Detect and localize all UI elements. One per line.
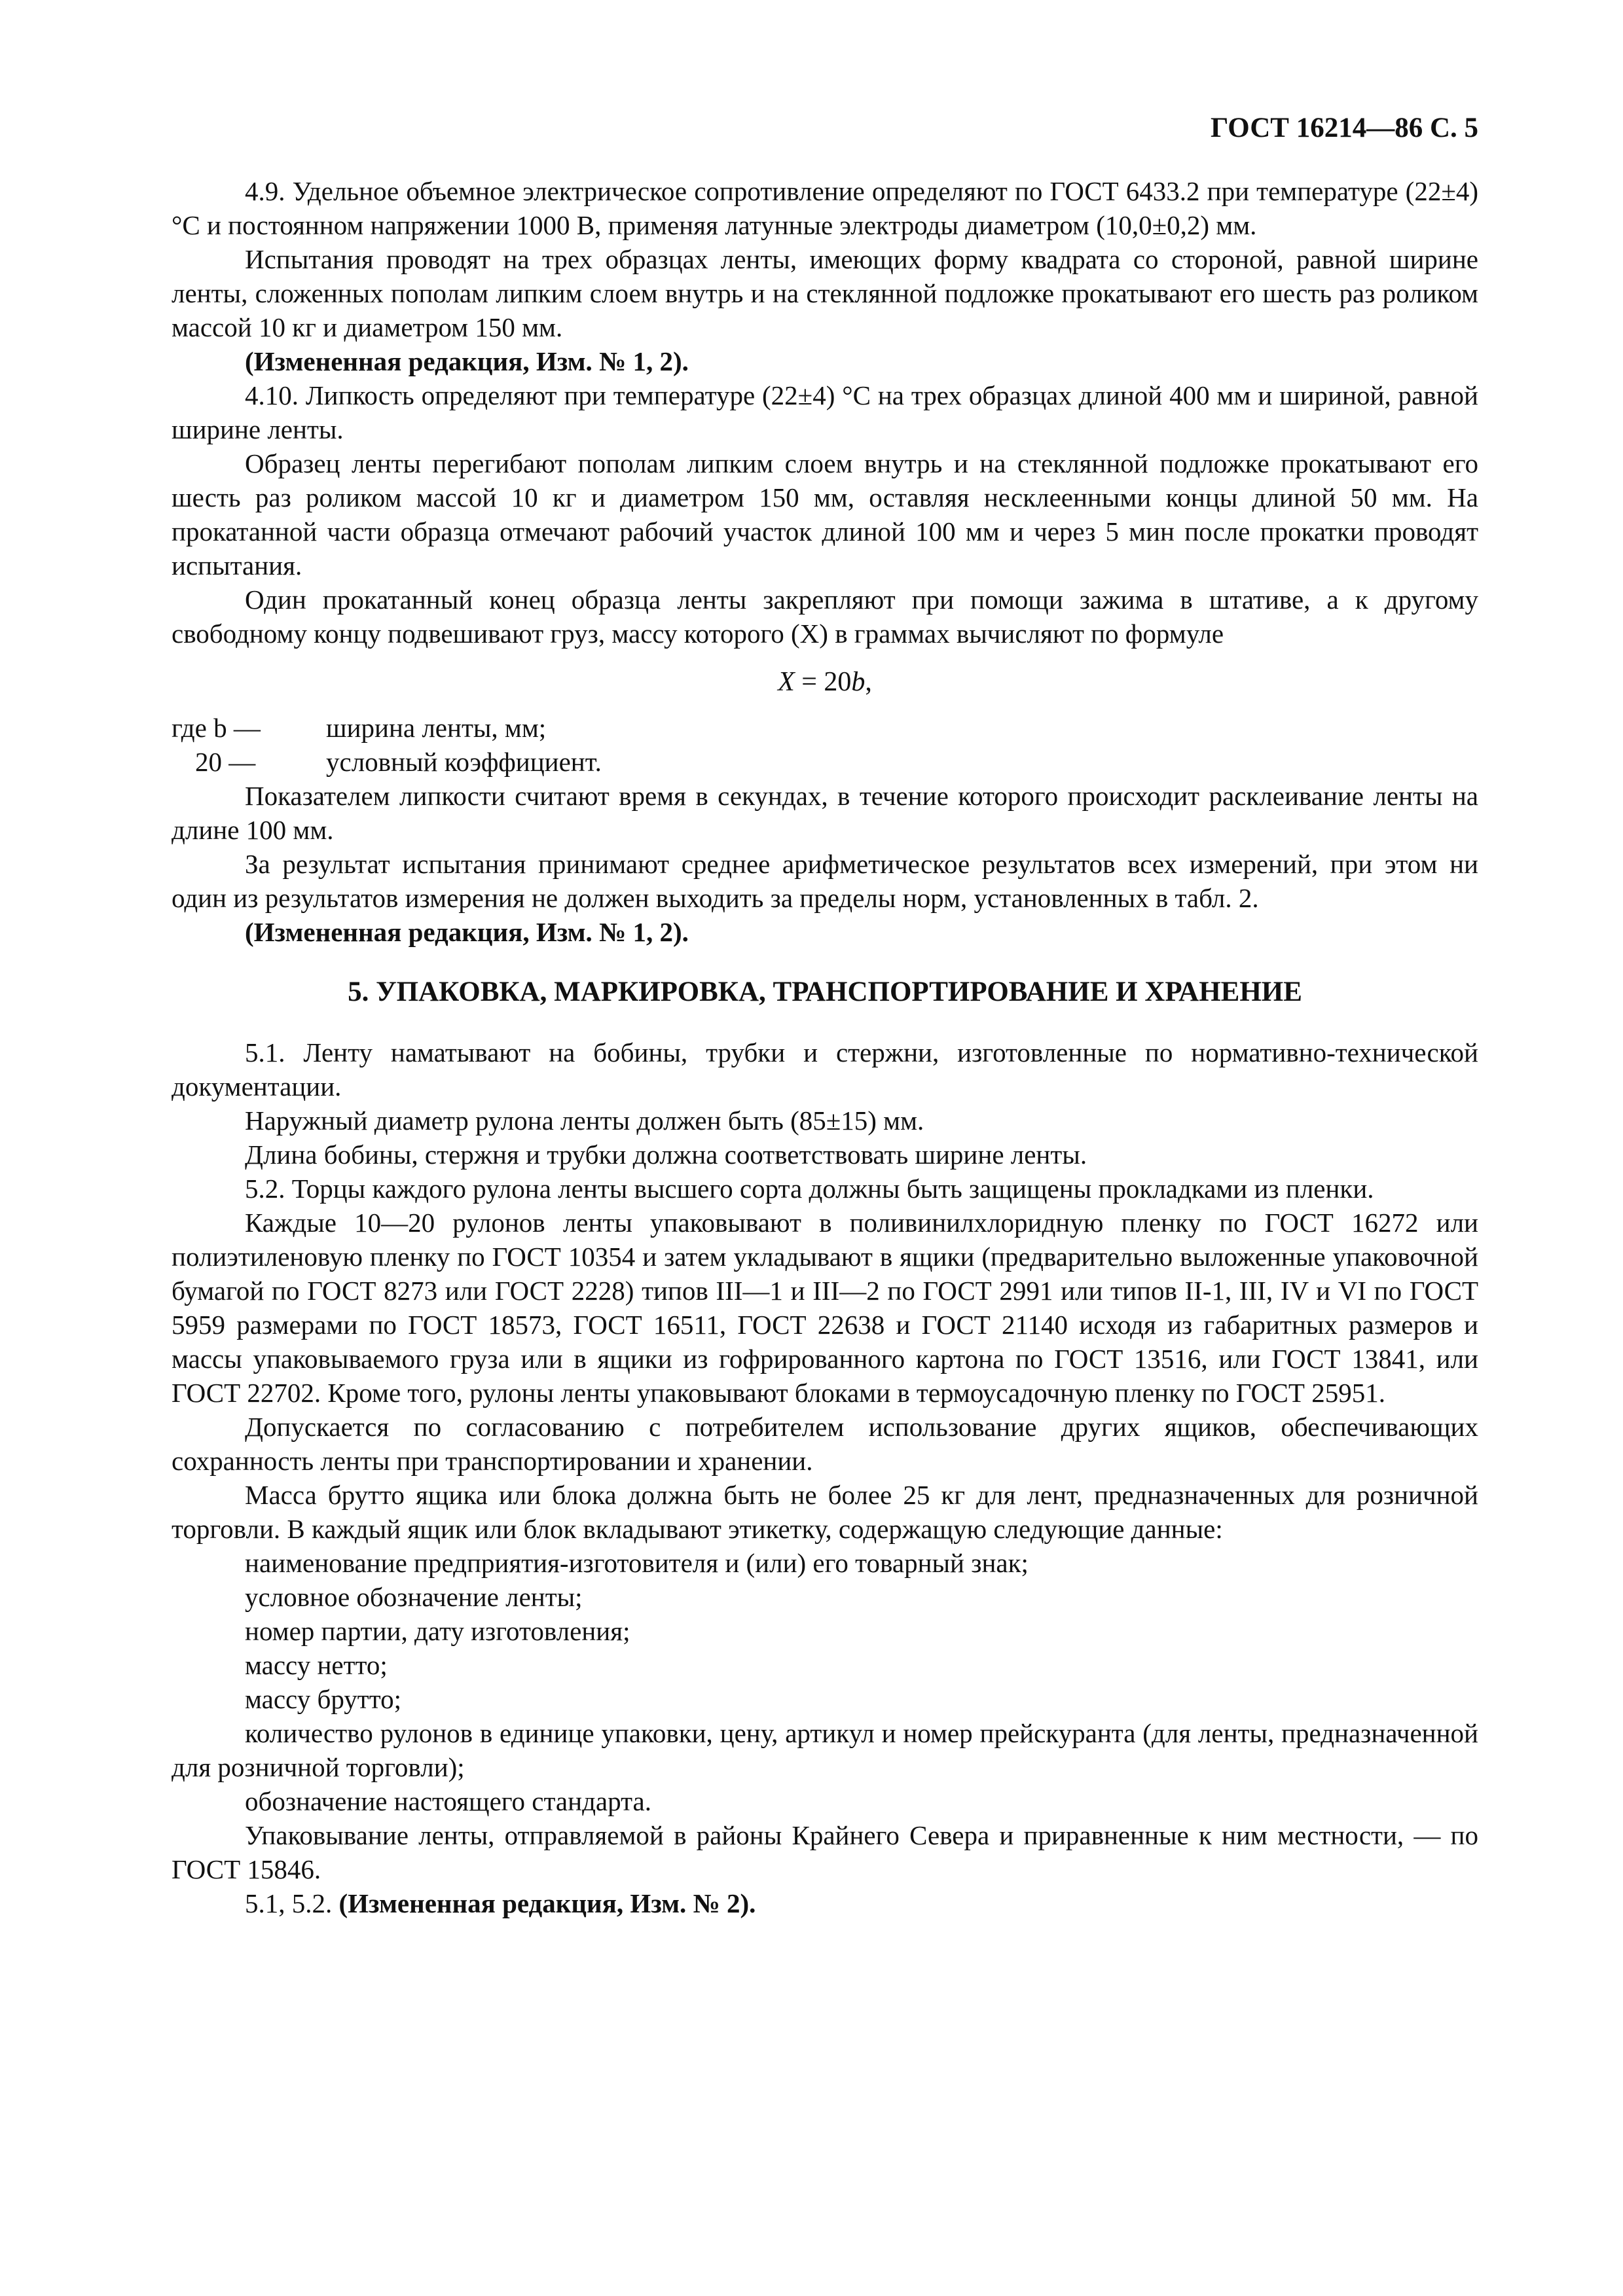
label-list-item: массу брутто; — [245, 1684, 401, 1714]
amendment-note-4-9: (Измененная редакция, Изм. № 1, 2). — [245, 346, 689, 376]
where-term-20: 20 — — [195, 747, 256, 777]
where-term-b: где b — — [172, 713, 261, 743]
amendment-text: (Измененная редакция, Изм. № 2). — [338, 1888, 756, 1918]
paragraph-allowed-boxes: Допускается по согласованию с потребителем использование других ящиков, обеспечивающих сохранность ленты при транспортировании и хранении. — [172, 1412, 1478, 1476]
where-row-20 — [172, 745, 1478, 779]
paragraph-5-2: 5.2. Торцы каждого рулона ленты высшего сорта должны быть защищены прокладками из пленки. — [245, 1174, 1374, 1204]
paragraph-test-result: За результат испытания принимают среднее арифметическое результатов всех измерений, при этом ни один из результатов измерения не должен выходить за пределы норм, установленных в табл. 2. — [172, 849, 1478, 913]
formula-variable-b: b — [851, 667, 866, 697]
formula — [172, 665, 1478, 699]
amendment-prefix: 5.1, 5.2. — [245, 1888, 339, 1918]
label-list-item: наименование предприятия-изготовителя и (или) его товарный знак; — [245, 1548, 1029, 1578]
where-def-20: условный коэффициент. — [326, 747, 602, 777]
label-list-item: номер партии, дату изготовления; — [245, 1616, 630, 1646]
paragraph-4-9-tests: Испытания проводят на трех образцах ленты, имеющих форму квадрата со стороной, равной ширине ленты, сложенных пополам липким слоем внутрь и на стеклянной подложке прокатывают его шесть раз роликом массой 10 кг и диаметром 150 мм. — [172, 244, 1478, 342]
label-list-item: условное обозначение ленты; — [245, 1582, 583, 1612]
label-list-item: массу нетто; — [245, 1650, 388, 1680]
label-list-item: количество рулонов в единице упаковки, цену, артикул и номер прейскуранта (для ленты, предназначенной для розничной торговли); — [172, 1718, 1478, 1782]
paragraph-4-10-load: Один прокатанный конец образца ленты закрепляют при помощи зажима в штативе, а к другому свободному концу подвешивают груз, массу которого (X) в граммах вычисляют по формуле — [172, 584, 1478, 649]
paragraph-outer-diameter: Наружный диаметр рулона ленты должен быть (85±15) мм. — [245, 1105, 924, 1136]
paragraph-5-1: 5.1. Ленту наматывают на бобины, трубки и стержни, изготовленные по нормативно-технической документации. — [172, 1037, 1478, 1102]
paragraph-bobbin-length: Длина бобины, стержня и трубки должна соответствовать ширине ленты. — [245, 1139, 1087, 1170]
running-head: ГОСТ 16214—86 С. 5 — [1210, 113, 1478, 143]
formula-equals: = 20 — [794, 667, 852, 697]
paragraph-far-north: Упаковывание ленты, отправляемой в районы Крайнего Севера и приравненные к ним местности, — по ГОСТ 15846. — [172, 1820, 1478, 1884]
paragraph-tack-indicator: Показателем липкости считают время в секундах, в течение которого происходит расклеивание ленты на длине 100 мм. — [172, 781, 1478, 845]
label-list-item: обозначение настоящего стандарта. — [245, 1786, 651, 1816]
formula-variable-x: X — [778, 667, 795, 697]
document-page — [172, 111, 1478, 1920]
paragraph-4-10-sample: Образец ленты перегибают пополам липким слоем внутрь и на стеклянной подложке прокатывают его шесть раз роликом массой 10 кг и диаметром 150 мм, оставляя несклеенными концы длиной 50 мм. На прокатанной части образца отмечают рабочий участок длиной 100 мм и через 5 мин после прокатки проводят испытания. — [172, 448, 1478, 581]
paragraph-4-9: 4.9. Удельное объемное электрическое сопротивление определяют по ГОСТ 6433.2 при температуре (22±4) °С и постоянном напряжении 1000 В, применяя латунные электроды диаметром (10,0±0,2) мм. — [172, 176, 1478, 240]
where-def-b: ширина ленты, мм; — [326, 713, 547, 743]
paragraph-packing: Каждые 10—20 рулонов ленты упаковывают в поливинилхлоридную пленку по ГОСТ 16272 или полиэтиленовую пленку по ГОСТ 10354 и затем укладывают в ящики (предварительно выложенные упаковочной бумагой по ГОСТ 8273 или ГОСТ 2228) типов III—1 и III—2 по ГОСТ 2991 или типов II-1, III, IV и VI по ГОСТ 5959 размерами по ГОСТ 18573, ГОСТ 16511, ГОСТ 22638 и ГОСТ 21140 исходя из габаритных размеров и массы упаковываемого груза или в ящики из гофрированного картона по ГОСТ 13516, или ГОСТ 13841, или ГОСТ 22702. Кроме того, рулоны ленты упаковывают блоками в термоусадочную пленку по ГОСТ 25951. — [172, 1208, 1478, 1408]
section-title-5: 5. УПАКОВКА, МАРКИРОВКА, ТРАНСПОРТИРОВАНИЕ И ХРАНЕНИЕ — [348, 977, 1302, 1007]
amendment-note-5 — [172, 1886, 1478, 1920]
amendment-note-4-10: (Измененная редакция, Изм. № 1, 2). — [245, 917, 689, 947]
paragraph-4-10: 4.10. Липкость определяют при температуре (22±4) °С на трех образцах длиной 400 мм и шириной, равной ширине ленты. — [172, 380, 1478, 444]
formula-end: , — [865, 667, 872, 697]
where-row-b — [172, 711, 1478, 745]
paragraph-gross-mass: Масса брутто ящика или блока должна быть не более 25 кг для лент, предназначенных для розничной торговли. В каждый ящик или блок вкладывают этикетку, содержащую следующие данные: — [172, 1480, 1478, 1544]
